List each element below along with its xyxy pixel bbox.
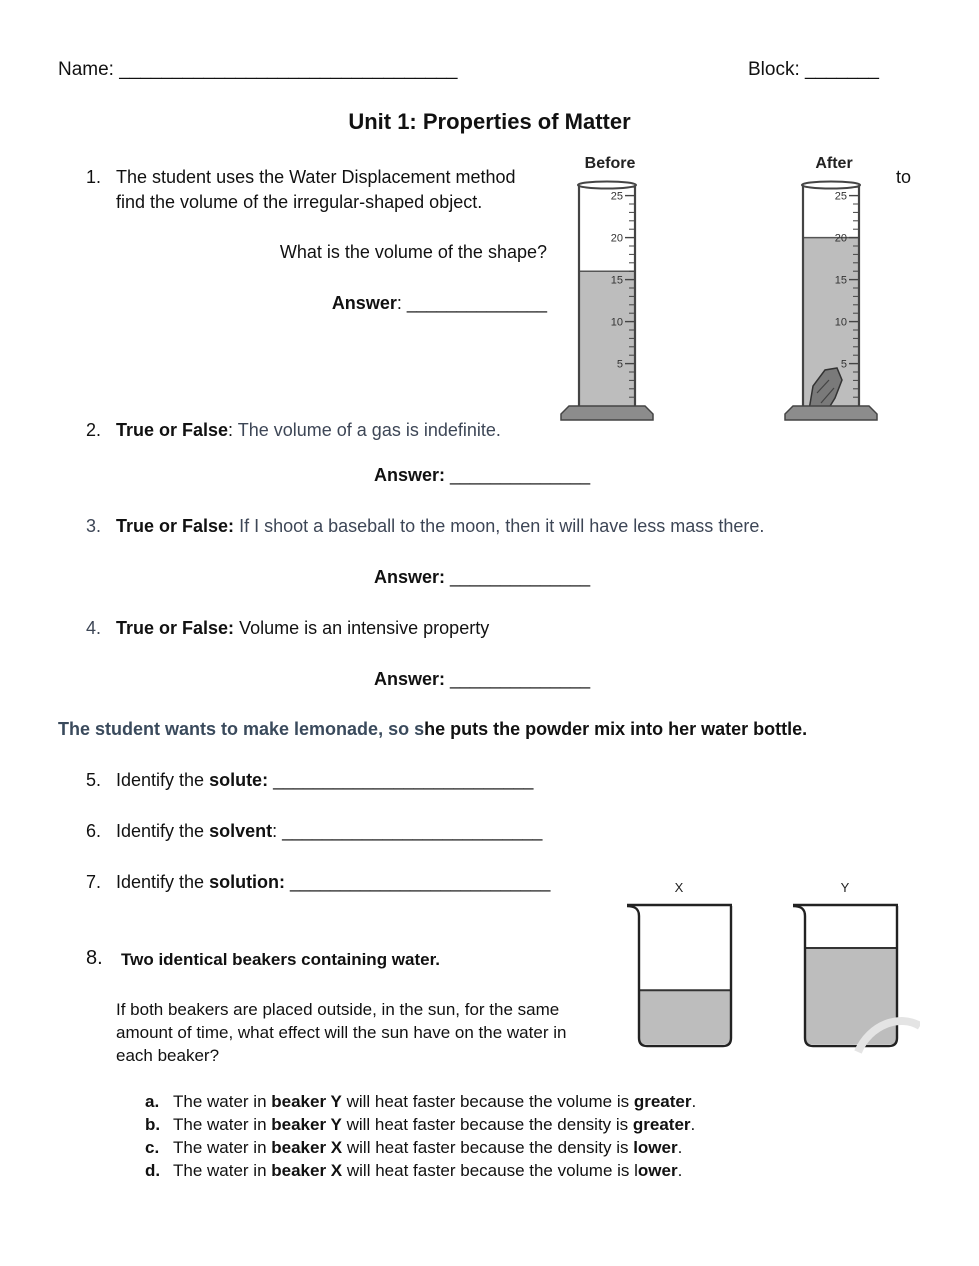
q3-statement: If I shoot a baseball to the moon, then it will have less mass there. xyxy=(239,516,765,536)
option-keyword: lower xyxy=(633,1138,678,1157)
q4-answer-label: Answer: xyxy=(374,669,446,689)
before-tick-label: 10 xyxy=(610,316,623,329)
q6-number: 6. xyxy=(86,821,102,841)
after-tick-label: 25 xyxy=(834,190,847,203)
name-field xyxy=(58,59,457,81)
after-tick-label: 5 xyxy=(840,358,847,371)
option-letter: c. xyxy=(145,1138,160,1157)
q2-label: True or False xyxy=(116,420,229,440)
q3-label: True or False: xyxy=(116,516,235,536)
q5-text xyxy=(116,770,533,791)
option-beaker: beaker X xyxy=(271,1161,343,1180)
q8-number: 8. xyxy=(86,947,103,969)
before-base xyxy=(561,406,653,420)
q2-sep: : xyxy=(228,420,234,440)
q8-option-b xyxy=(145,1113,696,1136)
q8-prompt xyxy=(116,998,566,1067)
q2-text xyxy=(116,420,501,441)
block-label: Block: xyxy=(748,59,800,80)
q2-answer-label: Answer: xyxy=(374,465,446,485)
q1-answer xyxy=(332,293,547,314)
q5-term: solute: xyxy=(209,770,269,790)
q6-prefix: Identify the xyxy=(116,821,210,841)
q4-number: 4. xyxy=(86,618,102,638)
before-rim xyxy=(578,182,636,189)
q7-prefix: Identify the xyxy=(116,872,210,892)
q1-line1: The student uses the Water Displacement method xyxy=(116,167,516,187)
q4-answer xyxy=(374,669,590,690)
option-text: will heat faster because the density is xyxy=(341,1115,633,1134)
option-text: The water in xyxy=(173,1092,272,1111)
beakers-figure xyxy=(620,874,920,1054)
before-tick-label: 5 xyxy=(616,358,623,371)
option-text: will heat faster because the volume is xyxy=(341,1092,634,1111)
before-water xyxy=(579,271,635,414)
option-keyword: greater xyxy=(633,1092,692,1111)
beaker-x-water xyxy=(639,990,731,1044)
option-text: l xyxy=(634,1161,638,1180)
q8-prompt-line: If both beakers are placed outside, in the sun, for the same xyxy=(116,1000,560,1019)
lemonade-part1: The student wants to make lemonade, so s xyxy=(58,719,425,739)
after-label: After xyxy=(815,155,853,172)
q6-blank: : __________________________ xyxy=(272,821,543,841)
q2-answer-blank: ______________ xyxy=(450,465,591,485)
q2-statement: The volume of a gas is indefinite. xyxy=(233,420,501,440)
option-text: The water in xyxy=(173,1115,272,1134)
q6-term: solvent xyxy=(209,821,273,841)
before-tick-label: 15 xyxy=(610,274,623,287)
q3-answer-blank: ______________ xyxy=(450,567,591,587)
cylinder-after xyxy=(785,155,877,420)
option-text: . xyxy=(677,1161,683,1180)
after-rim xyxy=(802,182,860,189)
after-tick-label: 20 xyxy=(834,232,847,245)
q8-prompt-line: each beaker? xyxy=(116,1046,220,1065)
after-tick-label: 10 xyxy=(834,316,847,329)
q1-number: 1. xyxy=(86,167,102,187)
q8-option-d xyxy=(145,1159,696,1182)
q5-number: 5. xyxy=(86,770,102,790)
option-text: The water in xyxy=(173,1161,272,1180)
option-beaker: beaker Y xyxy=(271,1115,342,1134)
option-beaker: beaker X xyxy=(271,1138,343,1157)
q7-term: solution: xyxy=(209,872,286,892)
beaker-y xyxy=(793,880,898,1046)
q1-line1-end: to xyxy=(896,167,912,187)
block-blank: _______ xyxy=(805,59,879,80)
q7-blank: __________________________ xyxy=(285,872,551,892)
option-text: will heat faster because the density is xyxy=(342,1138,634,1157)
option-text: . xyxy=(677,1138,683,1157)
lemonade-part2: he puts the powder mix into her water bottle. xyxy=(424,719,808,739)
q5-prefix: Identify the xyxy=(116,770,210,790)
q5-blank: __________________________ xyxy=(268,770,534,790)
option-keyword: ower xyxy=(637,1161,678,1180)
name-label: Name: xyxy=(58,59,114,80)
option-beaker: beaker Y xyxy=(271,1092,342,1111)
q1-line2: find the volume of the irregular-shaped object. xyxy=(116,192,483,212)
q3-answer xyxy=(374,567,590,588)
page-title: Unit 1: Properties of Matter xyxy=(348,109,631,134)
option-text: . xyxy=(690,1115,696,1134)
graduated-cylinders-figure xyxy=(555,148,895,428)
q8-option-c xyxy=(145,1136,696,1159)
q8-options xyxy=(145,1090,696,1182)
q4-answer-blank: ______________ xyxy=(450,669,591,689)
q8-option-a xyxy=(145,1090,696,1113)
beaker-x xyxy=(627,880,732,1046)
q4-text xyxy=(116,618,489,639)
q8-prompt-line: amount of time, what effect will the sun have on the water in xyxy=(116,1023,567,1042)
q8-title: Two identical beakers containing water. xyxy=(121,950,440,969)
before-tick-label: 25 xyxy=(610,190,623,203)
name-blank: ________________________________ xyxy=(119,59,458,80)
q2-number: 2. xyxy=(86,420,102,440)
beaker-y-label: Y xyxy=(840,880,850,895)
option-text: will heat faster because the volume is xyxy=(342,1161,635,1180)
q3-number: 3. xyxy=(86,516,102,536)
q1-question: What is the volume of the shape? xyxy=(279,242,547,262)
before-tick-label: 20 xyxy=(610,232,623,245)
q1-answer-blank: : ______________ xyxy=(396,293,547,313)
option-text: The water in xyxy=(173,1138,272,1157)
option-letter: b. xyxy=(145,1115,161,1134)
q4-label: True or False: xyxy=(116,618,235,638)
q2-answer xyxy=(374,465,590,486)
q7-number: 7. xyxy=(86,872,102,892)
block-field xyxy=(748,59,879,81)
option-text: . xyxy=(691,1092,697,1111)
q6-text xyxy=(116,821,542,842)
option-keyword: greater xyxy=(632,1115,691,1134)
q4-statement: Volume is an intensive property xyxy=(239,618,490,638)
q3-answer-label: Answer: xyxy=(374,567,446,587)
lemonade-scenario xyxy=(58,719,807,740)
before-label: Before xyxy=(584,155,636,172)
q7-text xyxy=(116,872,550,893)
option-letter: a. xyxy=(145,1092,160,1111)
option-letter: d. xyxy=(145,1161,161,1180)
after-tick-label: 15 xyxy=(834,274,847,287)
beaker-x-label: X xyxy=(674,880,684,895)
q1-answer-label: Answer xyxy=(331,293,397,313)
cylinder-before xyxy=(561,155,653,420)
q3-text xyxy=(116,516,764,537)
after-base xyxy=(785,406,877,420)
